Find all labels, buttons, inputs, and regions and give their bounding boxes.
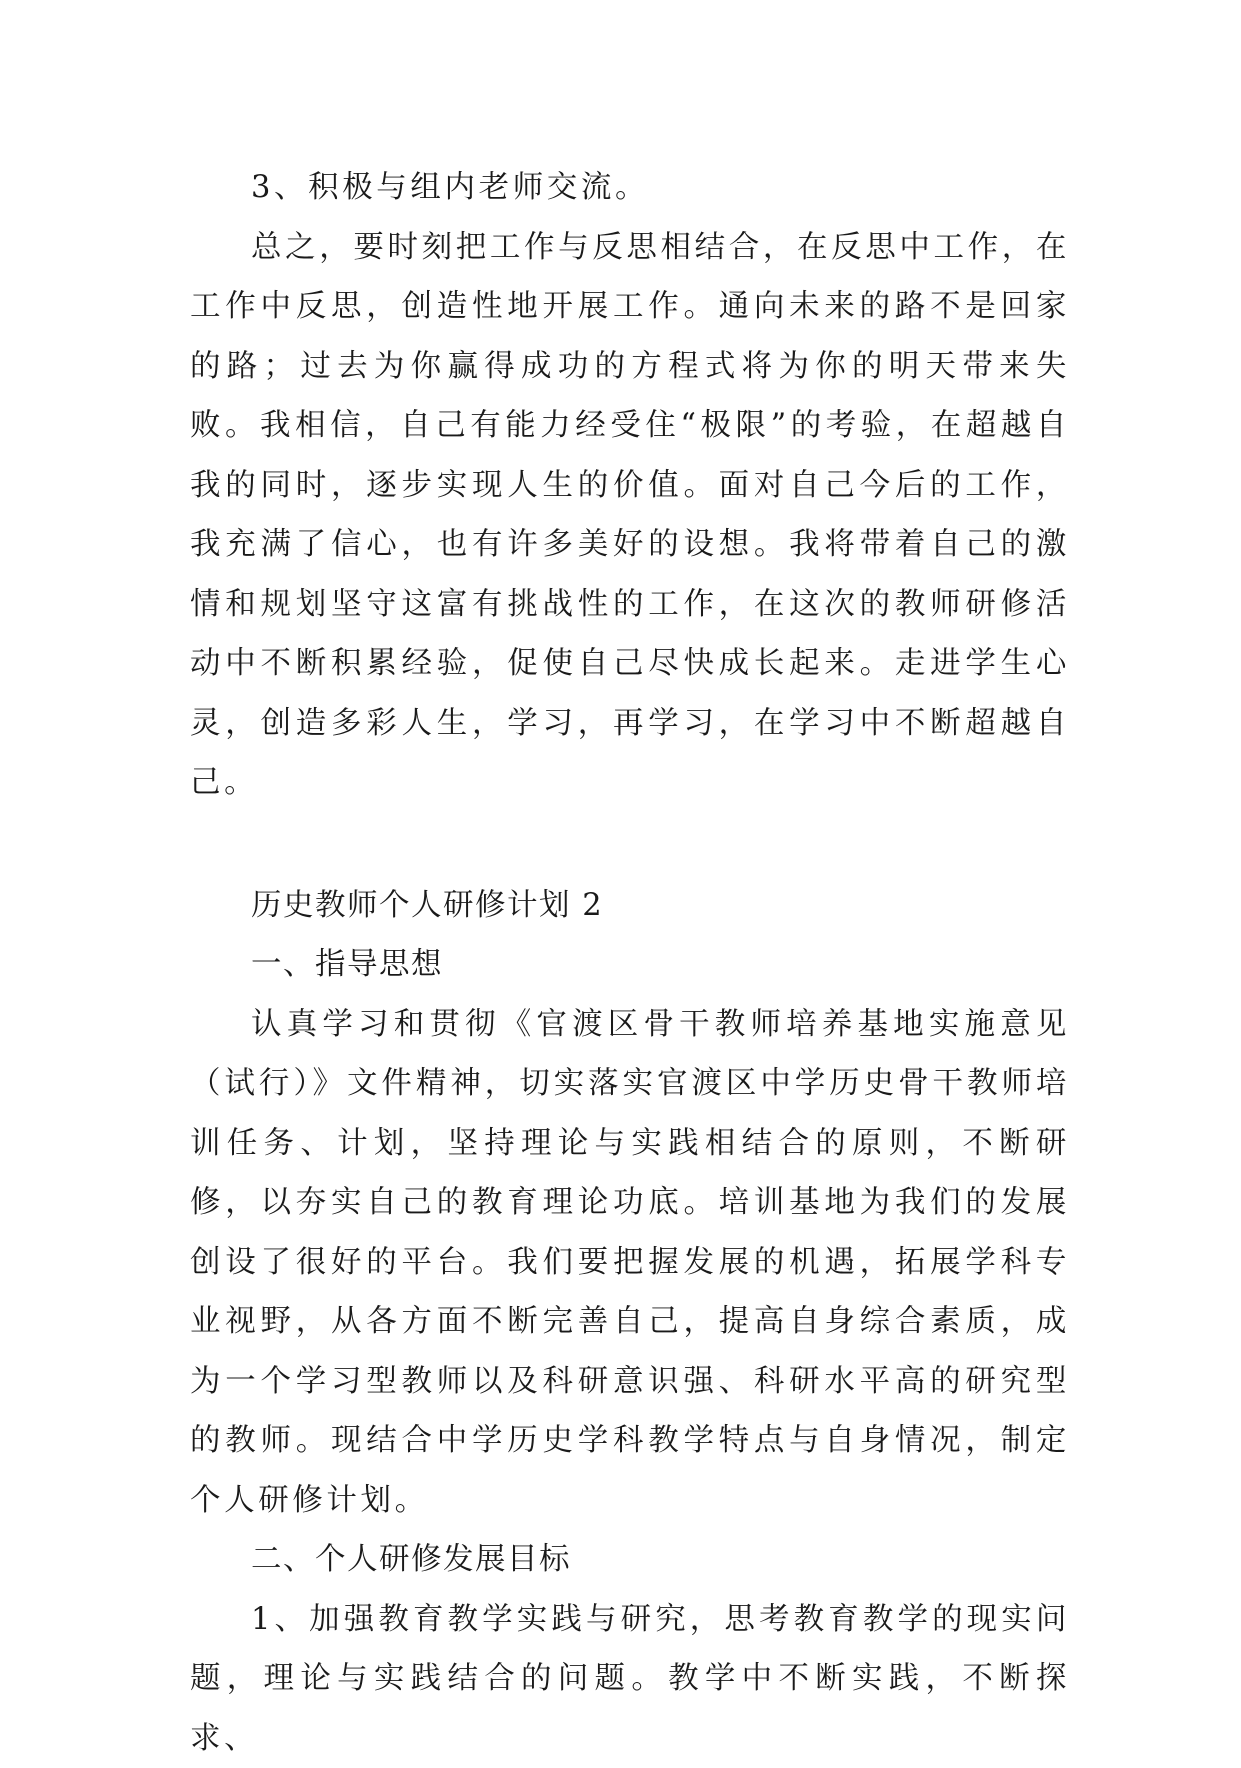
development-goal-1: 1、加强教育教学实践与研究，思考教育教学的现实问题，理论与实践结合的问题。教学中不断实践，不断探求、 — [190, 1590, 1070, 1768]
heading-development-goals: 二、个人研修发展目标 — [190, 1530, 1070, 1590]
list-item-3: 3、积极与组内老师交流。 — [190, 158, 1070, 218]
section-title: 历史教师个人研修计划 2 — [190, 876, 1070, 936]
guiding-ideology-paragraph: 认真学习和贯彻《官渡区骨干教师培养基地实施意见（试行）》文件精神，切实落实官渡区中学历史骨干教师培训任务、计划，坚持理论与实践相结合的原则，不断研修，以夯实自己的教育理论功底。培训基地为我们的发展创设了很好的平台。我们要把握发展的机遇，拓展学科专业视野，从各方面不断完善自己，提高自身综合素质，成为一个学习型教师以及科研意识强、科研水平高的研究型的教师。现结合中学历史学科教学特点与自身情况，制定个人研修计划。 — [190, 995, 1070, 1531]
heading-guiding-ideology: 一、指导思想 — [190, 935, 1070, 995]
conclusion-paragraph: 总之，要时刻把工作与反思相结合，在反思中工作，在工作中反思，创造性地开展工作。通向未来的路不是回家的路；过去为你赢得成功的方程式将为你的明天带来失败。我相信，自己有能力经受住“极限”的考验，在超越自我的同时，逐步实现人生的价值。面对自己今后的工作，我充满了信心，也有许多美好的设想。我将带着自己的激情和规划坚守这富有挑战性的工作，在这次的教师研修活动中不断积累经验，促使自己尽快成长起来。走进学生心灵，创造多彩人生，学习，再学习，在学习中不断超越自己。 — [190, 218, 1070, 813]
document-body — [190, 158, 1070, 1768]
section-spacer — [190, 813, 1070, 876]
